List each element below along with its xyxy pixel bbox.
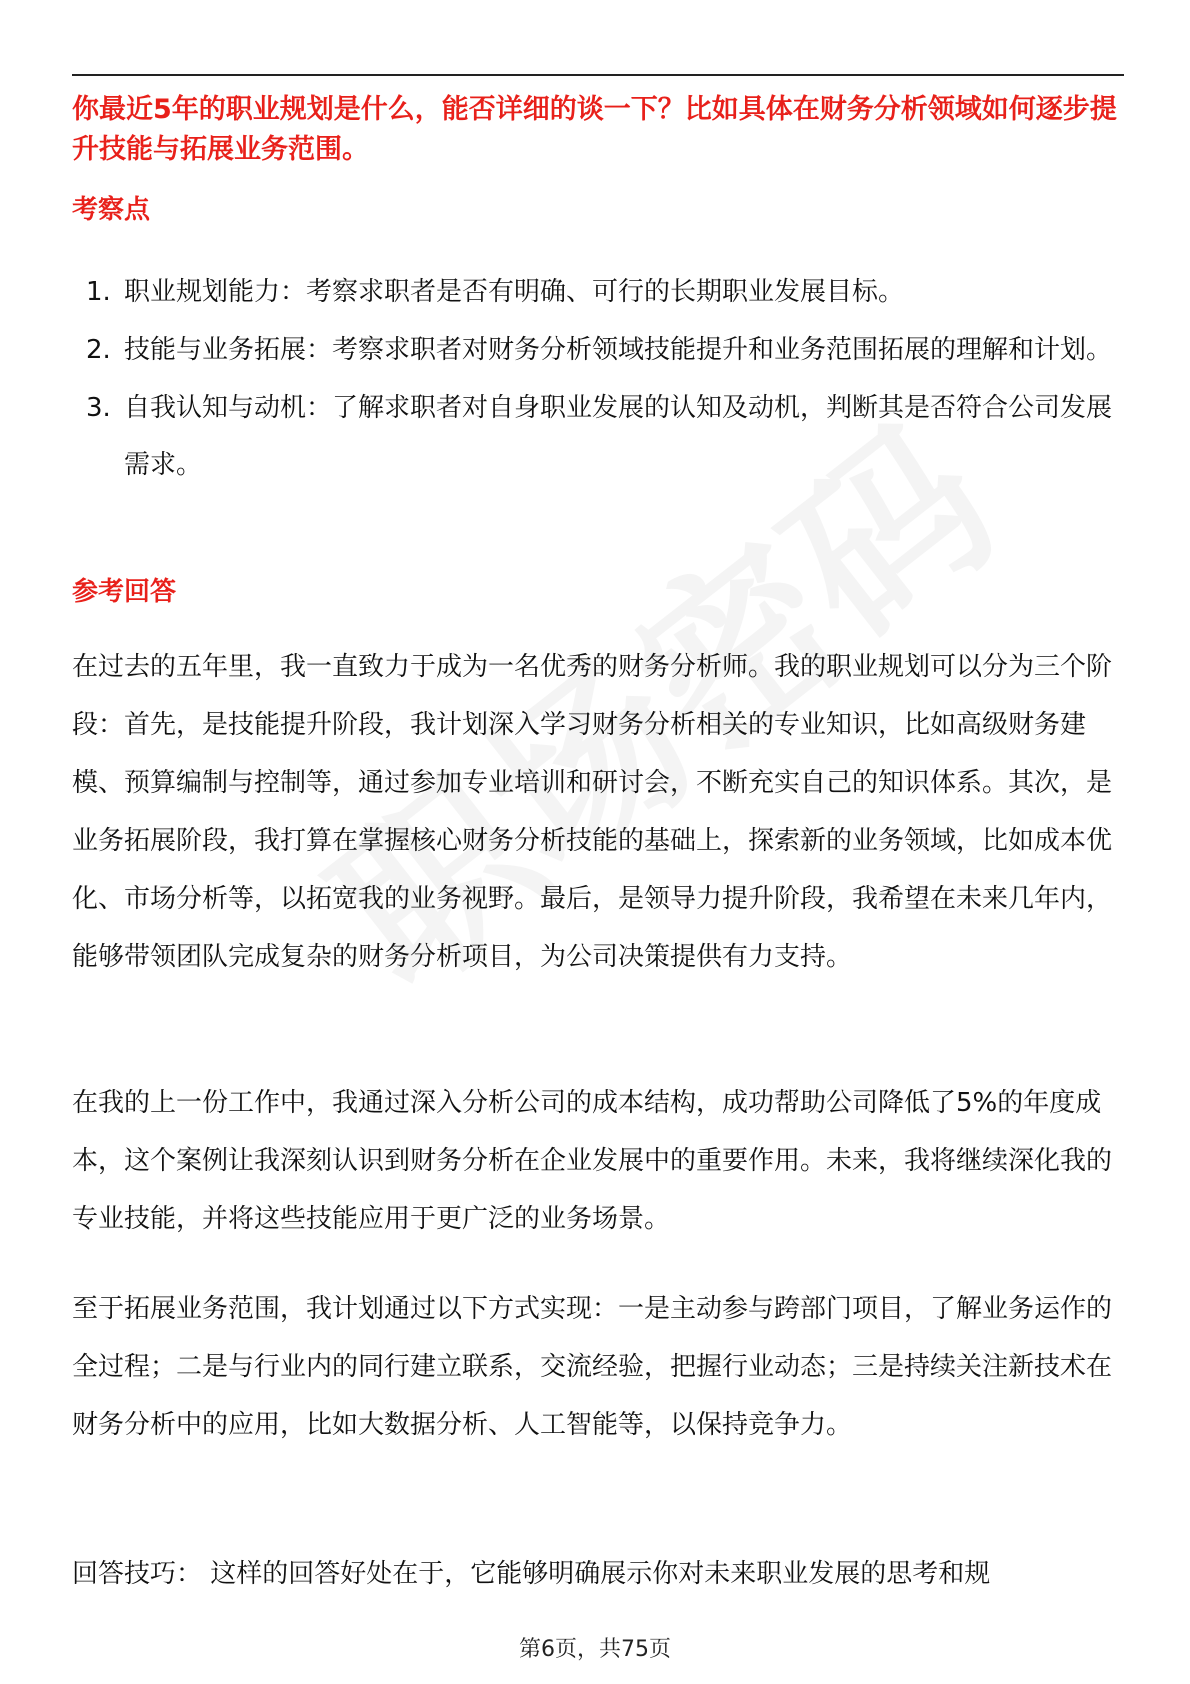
tips-paragraph: 回答技巧： 这样的回答好处在于，它能够明确展示你对未来职业发展的思考和规	[72, 1559, 991, 1589]
list-item-text: 自我认知与动机：了解求职者对自身职业发展的认知及动机，判断其是否符合公司发展需求。	[124, 393, 1113, 480]
page-number: 第6页，共75页	[519, 1637, 671, 1662]
answer-paragraph: 至于拓展业务范围，我计划通过以下方式实现：一是主动参与跨部门项目，了解业务运作的全过程；二是与行业内的同行建立联系，交流经验，把握行业动态；三是持续关注新技术在财务分析中的应用，比如大数据分析、人工智能等，以保持竞争力。	[72, 1294, 1113, 1440]
top-rule	[72, 74, 1124, 76]
list-item-number: 3.	[86, 393, 111, 423]
answer-paragraph: 在我的上一份工作中，我通过深入分析公司的成本结构，成功帮助公司降低了5%的年度成本，这个案例让我深刻认识到财务分析在企业发展中的重要作用。未来，我将继续深化我的专业技能，并将这些技能应用于更广泛的业务场景。	[72, 1088, 1113, 1234]
list-item	[72, 264, 1132, 321]
section-heading-answer: 参考回答	[72, 577, 177, 607]
list-item-number: 1.	[86, 277, 111, 307]
list-item-text: 技能与业务拓展：考察求职者对财务分析领域技能提升和业务范围拓展的理解和计划。	[124, 335, 1113, 365]
list-item	[72, 380, 1132, 494]
list-item-text: 职业规划能力：考察求职者是否有明确、可行的长期职业发展目标。	[124, 277, 905, 307]
answer-paragraph: 在过去的五年里，我一直致力于成为一名优秀的财务分析师。我的职业规划可以分为三个阶段：首先，是技能提升阶段，我计划深入学习财务分析相关的专业知识，比如高级财务建模、预算编制与控制等，通过参加专业培训和研讨会，不断充实自己的知识体系。其次，是业务拓展阶段，我打算在掌握核心财务分析技能的基础上，探索新的业务领域，比如成本优化、市场分析等，以拓宽我的业务视野。最后，是领导力提升阶段，我希望在未来几年内，能够带领团队完成复杂的财务分析项目，为公司决策提供有力支持。	[72, 652, 1113, 972]
list-item-number: 2.	[86, 335, 111, 365]
question-title: 你最近5年的职业规划是什么，能否详细的谈一下？比如具体在财务分析领域如何逐步提升技能与拓展业务范围。	[72, 94, 1117, 165]
points-list	[72, 264, 1132, 495]
list-item	[72, 322, 1132, 379]
section-heading-points: 考察点	[72, 195, 151, 225]
